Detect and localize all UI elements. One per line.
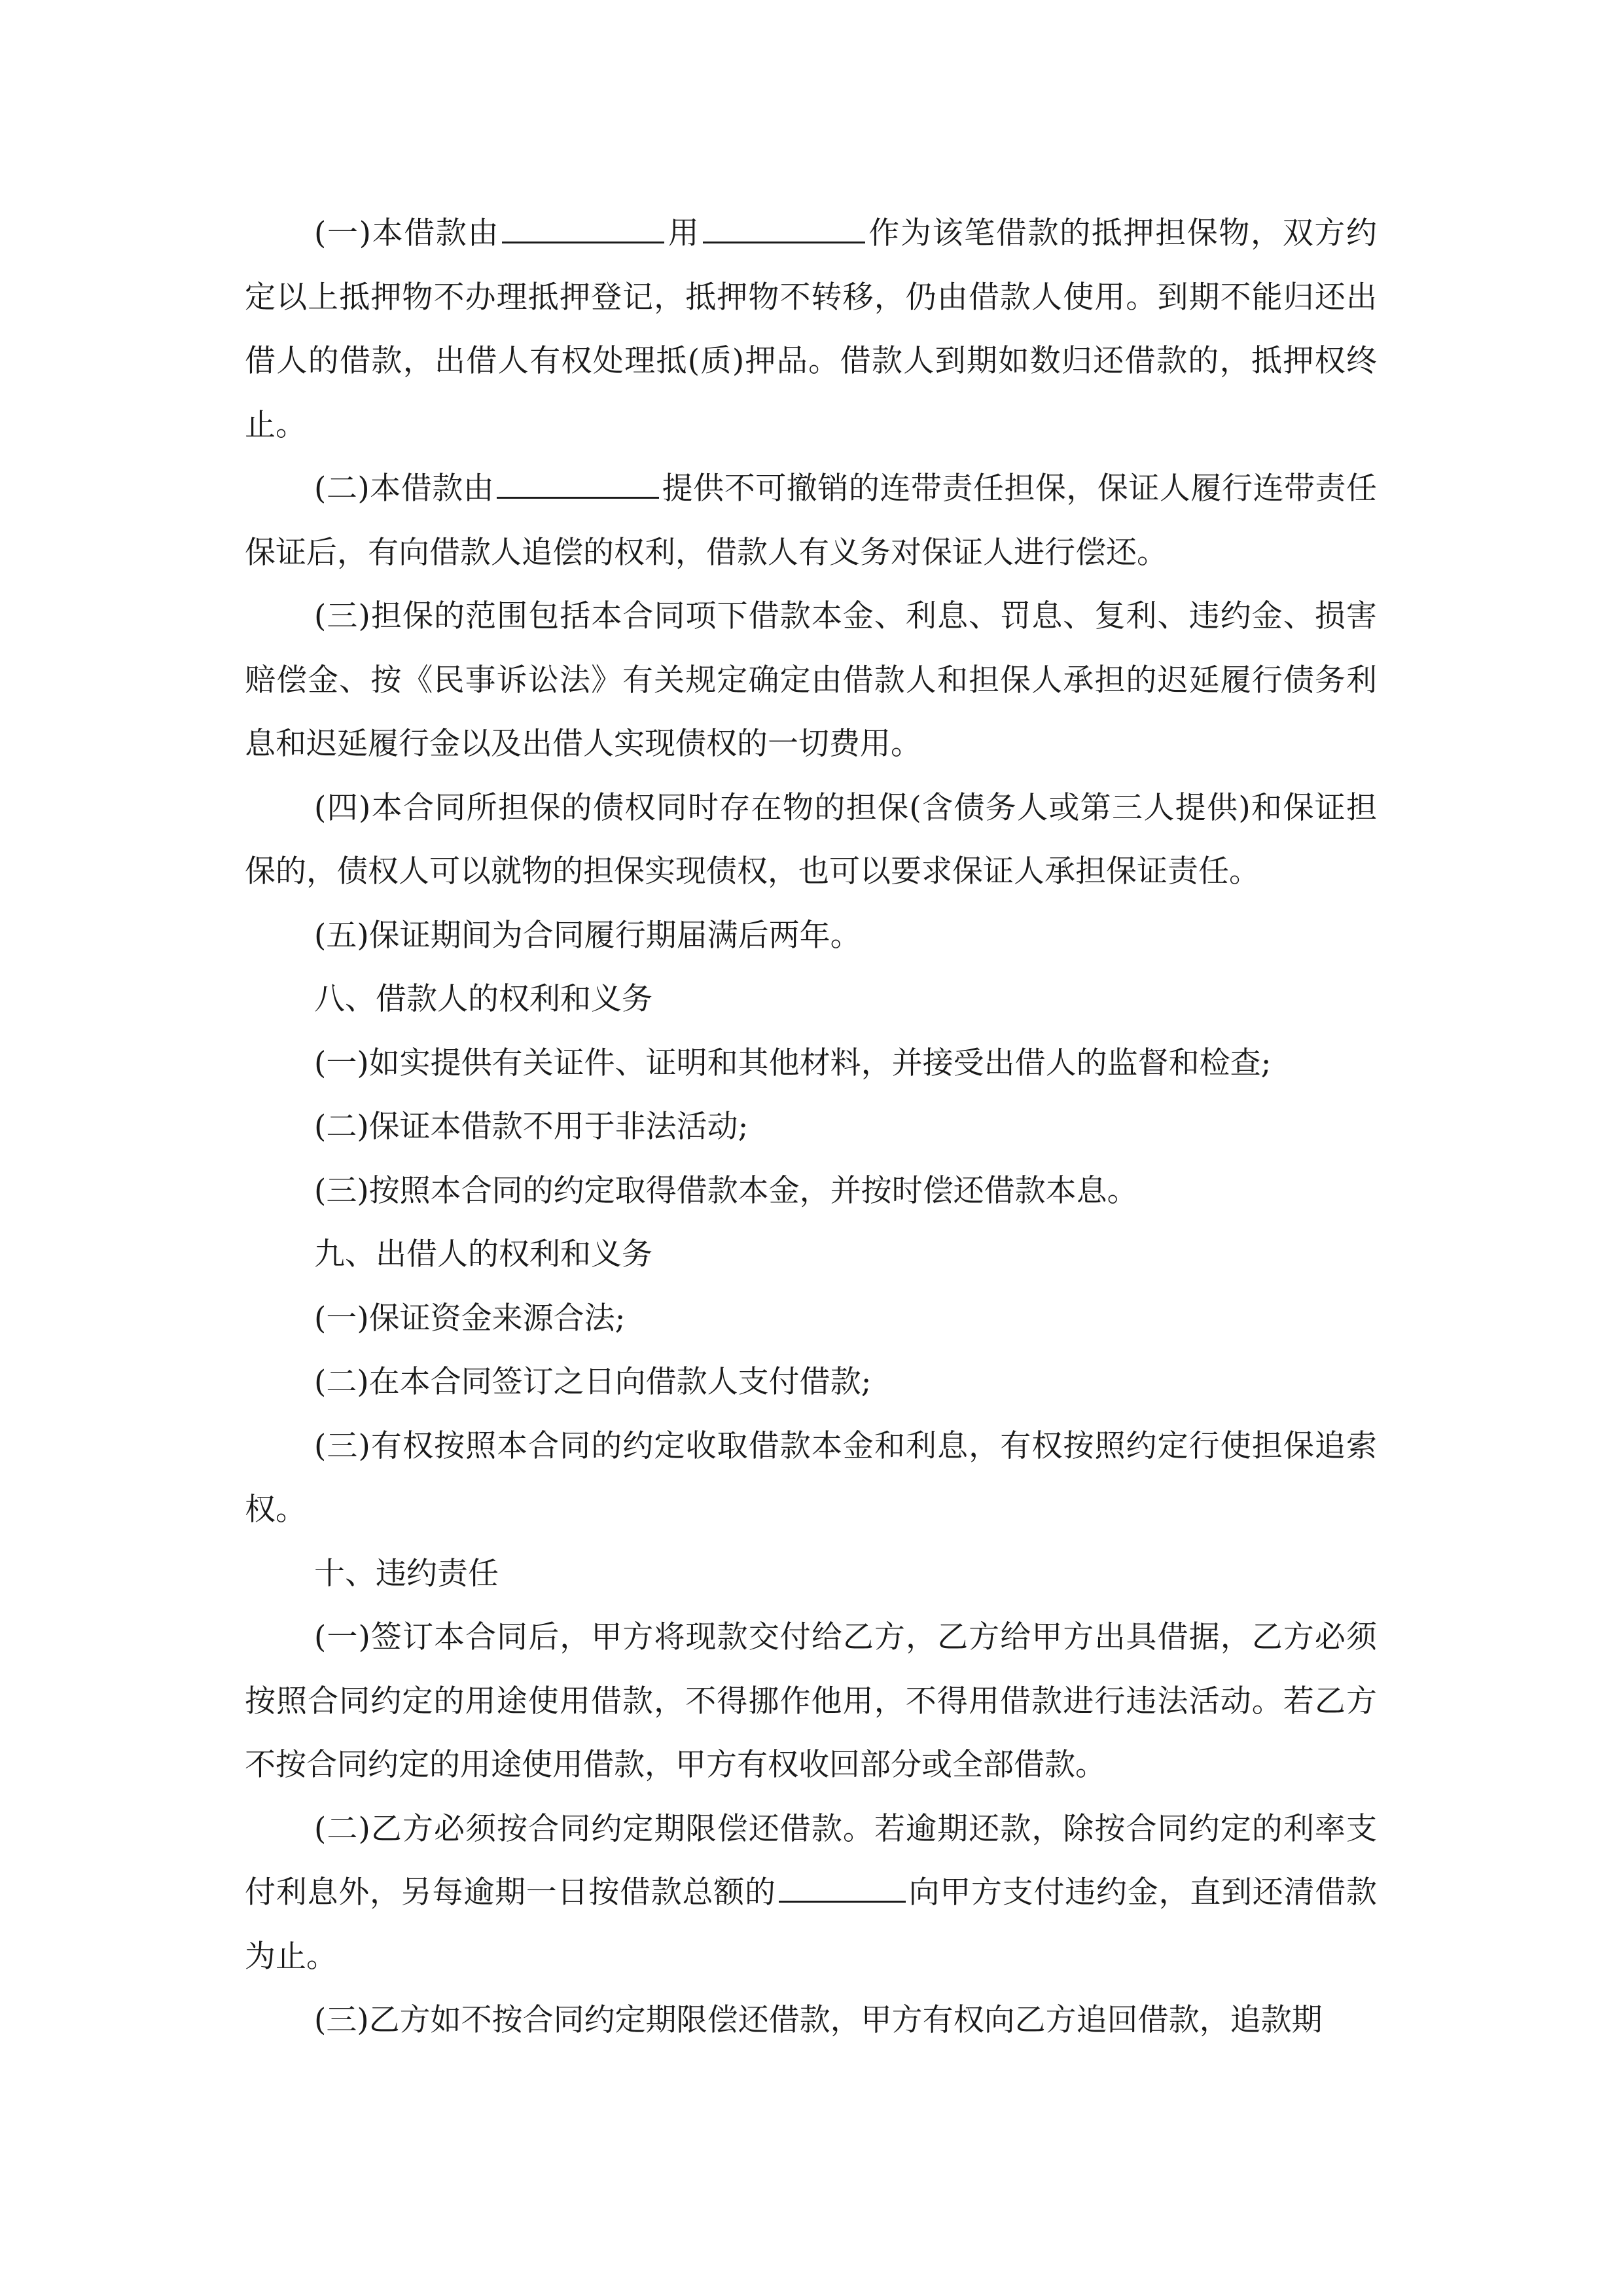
text-run: 向甲方支付违约金，直到还清借款为止。 xyxy=(245,1874,1377,1975)
section-heading-borrower-rights: 八、借款人的权利和义务 xyxy=(314,981,652,1017)
paragraph-borrower-duty-1: (一)如实提供有关证件、证明和其他材料，并接受出借人的监督和检查; xyxy=(314,1045,1272,1081)
text-run: (二)乙方必须按合同约定期限偿还借款。若逾期还款，除按合同约定的利率支付利息外，另每逾期一日按借款总额的 xyxy=(245,1810,1377,1910)
paragraph-breach-2 xyxy=(245,1797,1377,1989)
paragraph-borrower-duty-2: (二)保证本借款不用于非法活动; xyxy=(314,1109,749,1145)
paragraph-borrower-duty-3: (三)按照本合同的约定取得借款本金，并按时偿还借款本息。 xyxy=(314,1172,1138,1209)
text-run: 用 xyxy=(667,215,700,251)
paragraph-lender-duty-3: (三)有权按照本合同的约定收取借款本金和利息，有权按照约定行使担保追索权。 xyxy=(245,1427,1377,1528)
paragraph-guarantee-scope: (三)担保的范围包括本合同项下借款本金、利息、罚息、复利、违约金、损害赔偿金、按《民事诉讼法》有关规定确定由借款人和担保人承担的迟延履行债务利息和迟延履行金以及出借人实现债权的一切费用。 xyxy=(245,598,1377,762)
text-run: 提供不可撤销的连带责任担保，保证人履行连带责任保证后，有向借款人追偿的权利，借款人有义务对保证人进行偿还。 xyxy=(245,471,1377,571)
paragraph-collateral xyxy=(245,202,1377,457)
blank-field-collateral[interactable] xyxy=(703,215,865,243)
section-heading-breach: 十、违约责任 xyxy=(314,1555,499,1592)
paragraph-lender-duty-1: (一)保证资金来源合法; xyxy=(314,1300,626,1336)
text-run: (二)本借款由 xyxy=(314,471,495,507)
section-heading-lender-rights: 九、出借人的权利和义务 xyxy=(314,1236,652,1272)
blank-field-penalty-rate[interactable] xyxy=(779,1874,906,1903)
paragraph-guarantee xyxy=(245,457,1377,584)
paragraph-breach-1: (一)签订本合同后，甲方将现款交付给乙方，乙方给甲方出具借据，乙方必须按照合同约定的用途使用借款，不得挪作他用，不得用借款进行违法活动。若乙方不按合同约定的用途使用借款，甲方有权收回部分或全部借款。 xyxy=(245,1619,1377,1783)
text-run: 作为该笔借款的抵押担保物，双方约定以上抵押物不办理抵押登记，抵押物不转移，仍由借款人使用。到期不能归还出借人的借款，出借人有权处理抵(质)押品。借款人到期如数归还借款的，抵押权终止。 xyxy=(245,215,1378,443)
blank-field-borrower[interactable] xyxy=(502,215,664,243)
contract-body xyxy=(245,202,1377,2053)
paragraph-mixed-guarantee: (四)本合同所担保的债权同时存在物的担保(含债务人或第三人提供)和保证担保的，债权人可以就物的担保实现债权，也可以要求保证人承担保证责任。 xyxy=(245,789,1377,889)
paragraph-lender-duty-2: (二)在本合同签订之日向借款人支付借款; xyxy=(314,1364,872,1400)
text-run: (一)本借款由 xyxy=(314,215,500,251)
paragraph-breach-3: (三)乙方如不按合同约定期限偿还借款，甲方有权向乙方追回借款，追款期 xyxy=(314,2002,1323,2038)
paragraph-guarantee-period: (五)保证期间为合同履行期届满后两年。 xyxy=(314,917,861,954)
blank-field-guarantor[interactable] xyxy=(497,471,659,499)
